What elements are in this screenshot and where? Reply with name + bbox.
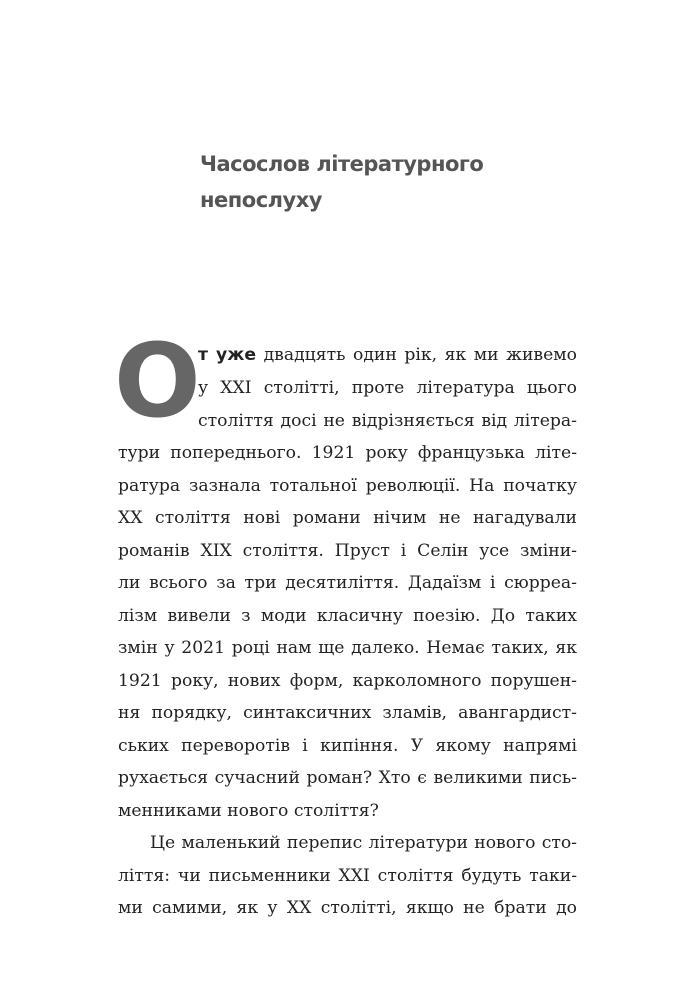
body-line-text: двадцять один рік, як ми живемо xyxy=(263,345,577,365)
body-line: тури попереднього. 1921 року французька літе- xyxy=(118,443,577,463)
body-line: століття досі не відрізняється від літера- xyxy=(198,411,577,431)
body-line: змін у 2021 році нам ще далеко. Немає таких, як xyxy=(118,638,577,658)
body-line: Це маленький перепис літератури нового сто- xyxy=(150,833,577,853)
chapter-title xyxy=(200,146,483,218)
body-line: ли всього за три десятиліття. Дадаїзм і сюрреа- xyxy=(118,573,577,593)
body-line: лізм вивели з моди класичну поезію. До таких xyxy=(118,606,577,626)
body-line xyxy=(198,343,577,367)
chapter-title-line-1: Часослов літературного xyxy=(200,152,484,176)
body-line: ських переворотів і кипіння. У якому напрямі xyxy=(118,736,577,756)
chapter-title-line-2: непослуху xyxy=(200,188,322,212)
lead-in: т уже xyxy=(198,345,257,365)
body-line: ліття: чи письменники XXI століття будуть таки- xyxy=(118,866,577,886)
body-line: 1921 року, нових форм, карколомного порушен- xyxy=(118,671,577,691)
body-line: ратура зазнала тотальної революції. На початку xyxy=(118,476,577,496)
body-line: ня порядку, синтаксичних зламів, авангардист- xyxy=(118,703,577,723)
body-line: рухається сучасний роман? Хто є великими пись- xyxy=(118,768,577,788)
body-line: романів XIX століття. Пруст і Селін усе зміни- xyxy=(118,541,577,561)
body-line: XX століття нові романи нічим не нагадували xyxy=(118,508,577,528)
body-line: менниками нового століття? xyxy=(118,801,379,821)
body-line: ми самими, як у XX столітті, якщо не брати до xyxy=(118,898,577,918)
drop-cap: О xyxy=(114,322,201,441)
body-line: у XXI столітті, проте література цього xyxy=(198,378,577,398)
